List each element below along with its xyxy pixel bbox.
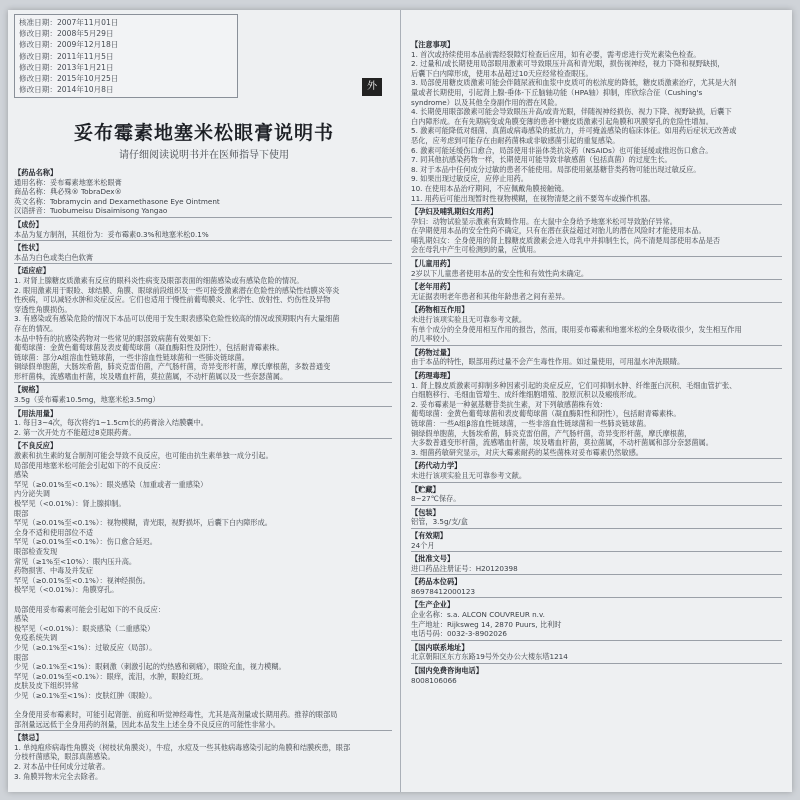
section [14,730,392,781]
section-divider [411,597,782,598]
section-line: 局部使用地塞米松可能会引起如下的不良反应： [14,460,165,470]
section-line: 商品名称：典必殊® TobraDex® [14,187,122,197]
section-line: 3.5g（妥布霉素10.5mg，地塞米松3.5mg） [14,395,160,405]
revision-date: 修改日期：2008年5月29日 [19,29,114,39]
section [14,217,392,239]
revision-date: 修改日期：2011年11月5日 [19,51,114,61]
section-line: 后囊下白内障形成，使用本品超过10天应经常检查眼压。 [411,68,593,78]
section-divider [411,368,782,369]
section-line: 有单个成分的全身使用相互作用的报告，然而，眼用妥布霉素和地塞米松的全身吸收很少，发生相互作用 [411,324,742,334]
section-line: syndrome）以及其他全身副作用的潜在风险。 [411,97,562,107]
section-line: 8. 对于本品中任何成分过敏的患者不能使用。局部使用氨基糖苷类药物可能出现过敏反应。 [411,164,701,174]
section-line [14,700,392,710]
section-line: 形杆菌株，流感嗜血杆菌，埃及嗜血杆菌，莫拉菌属，不动杆菌属以及一些奈瑟菌属。 [14,371,288,381]
section-line: 孕妇：动物试验显示激素有致畸作用。在大鼠中全身给予地塞米松可导致胎仔异常。 [411,216,677,226]
section-line: 穿透性角膜损伤。 [14,304,72,314]
section-line: 由于本品的特性，眼部用药过量不会产生毒性作用。如过量使用，可用温水冲洗眼睛。 [411,357,685,367]
external-use-badge: 外 [362,78,382,96]
section-line: 3. 局部使用糖皮质激素可能会伴随尿液和血浆中皮质可的松浓度的降低，糖皮质激素治疗，尤其是大剂 [411,78,737,88]
section-line: 本品为白色或类白色软膏 [14,252,94,262]
section-divider [14,382,392,383]
section-line: 葡萄球菌：金黄色葡萄球菌和表皮葡萄球菌（凝血酶阳性和阴性），包括耐青霉素株。 [411,409,681,419]
section-line: 生产地址：Rijksweg 14, 2870 Puurs, 比利时 [411,619,562,629]
section-line: 1. 每日3~4次，每次将约1~1.5cm长的药膏涂入结膜囊中。 [14,418,208,428]
section-line: 2岁以下儿童患者使用本品的安全性和有效性尚未确定。 [411,268,589,278]
section-line: 葡萄球菌：金黄色葡萄球菌及表皮葡萄球菌（凝血酶阳性及阴性），包括耐青霉素株。 [14,343,284,353]
section-line: 罕见（≥0.01%至<0.1%）：眼炎感染（加重或者一重感染） [14,479,208,489]
section-line: 全身使用妥布霉素时，可能引起肾脏、前庭和听觉神经毒性，尤其是高剂量或长期用药。推荐的眼部局 [14,710,338,720]
section-divider [14,263,392,264]
section-heading: 【药代动力学】 [411,461,462,471]
section-line: 量或者长期使用，引起肾上腺-垂体-下丘脑轴功能（HPA轴）抑制，库欣综合征（Cushing's [411,87,703,97]
section [411,345,782,367]
section-line: 1. 对肾上腺糖皮质激素有反应的眼科炎性病变及眼部表面的细菌感染或有感染危险的情况。 [14,275,304,285]
section-heading: 【生产企业】 [411,600,455,610]
section-line: 少见（≥0.1%至<1%）：眼刺激（刺激引起的灼热感和刺痛），眼睑充血，视力模糊。 [14,662,286,672]
section [411,204,782,255]
section-line: 罕见（≥0.01%至<0.1%）：视物模糊，青光眼，视野损坏，后囊下白内障形成。 [14,518,272,528]
left-body [14,166,392,781]
section-heading: 【药品本位码】 [411,577,462,587]
section-divider [411,640,782,641]
section-heading: 【药品名称】 [14,168,58,177]
revision-date: 核准日期：2007年11月01日 [19,18,119,27]
section-line: 极罕见（<0.01%）：肾上腺抑制。 [14,499,126,508]
section-heading: 【药物过量】 [411,347,455,357]
section-line: 常见（≥1%至<10%）：眼内压升高。 [14,556,137,566]
section-line: 的几率较小。 [411,334,455,344]
section [14,438,392,729]
section-divider [411,302,782,303]
section-line: 局部使用妥布霉素可能会引起如下的不良反应： [14,604,165,614]
section-divider [14,730,392,731]
section [411,663,782,685]
section-line: 6. 激素可能延缓伤口愈合，局部使用非甾体类抗炎药（NSAIDs）也可能延缓或推迟伤口愈合。 [411,145,713,155]
revision-date: 修改日期：2014年10月8日 [19,85,114,95]
section-line: 2. 过量和/或长期使用局部眼用激素可导致眼压升高和青光眼，损伤视神经，视力下降和视野缺损， [411,59,725,69]
right-body [411,38,782,685]
section-heading: 【老年用药】 [411,282,455,292]
section-line: 罕见（≥0.01%至<0.1%）：伤口愈合延迟。 [14,537,157,547]
section-heading: 【国内免费咨询电话】 [411,666,483,676]
section-line: 分枝杆菌感染，眼部真菌感染。 [14,752,115,762]
section-line: 铜绿假单胞菌，大肠埃希菌，肺炎克雷伯菌，产气肠杆菌，奇异变形杆菌，摩氏摩根菌，多数普通变 [14,362,331,372]
section-line: 1. 单纯疱疹病毒性角膜炎（树枝状角膜炎），牛痘，水痘及一些其他病毒感染引起的角膜和结膜疾患，眼部 [14,742,351,752]
section-line: 未进行该项实验且无可靠参考文献。 [411,470,527,480]
section-line: 3. 细菌药敏研究显示，对庆大霉素耐药的某些菌株对妥布霉素仍然敏感。 [411,447,643,457]
section-divider [411,279,782,280]
section-line: 英文名称：Tobramycin and Dexamethasone Eye Ointment [14,196,220,206]
section-divider [411,345,782,346]
document-title: 妥布霉素地塞米松眼膏说明书 [73,122,334,144]
section-divider [411,482,782,483]
section-divider [411,204,782,205]
section-line: 感染 [14,614,29,624]
section-line: 8008106066 [411,675,457,685]
section-line: 免疫系统失调 [14,633,58,643]
section-line: 眼部 [14,652,29,662]
section-line: 性疾病，可以减轻水肿和炎症反应。它们也适用于慢性前葡萄膜炎、化学性、放射性、灼伤性及异物 [14,295,331,305]
section [411,279,782,301]
section-line: 内分泌失调 [14,489,50,499]
section-heading: 【国内联系地址】 [411,642,469,652]
document-subtitle: 请仔细阅读说明书并在医师指导下使用 [119,150,289,161]
section-line: 电话号码：0032-3-8902026 [411,629,507,639]
section-line: 罕见（≥0.01%至<0.1%）：视神经损伤。 [14,575,150,585]
section [411,640,782,662]
section-divider [411,663,782,664]
section [14,240,392,262]
section-line [14,595,392,605]
section [14,406,392,438]
section-line: 1. 首次或持续使用本品前需经裂隙灯检查后应用，如有必要，需考虑进行荧光素染色检查。 [411,49,701,59]
section-line: 恶化，应考虑到可能存在由耐药菌株或非敏感菌引起的重复感染。 [411,135,620,145]
section-line: 白内障形成。在有先期病变或角膜变薄的患者中糖皮质激素引起角膜和巩膜穿孔的危险性增加。 [411,116,713,126]
section-line: 3. 有感染或有感染危险的情况下本品可以使用于发生眼表感染危险性较高的情况或预期眼内有大量细菌 [14,314,340,324]
section-divider [14,240,392,241]
section-heading: 【贮藏】 [411,484,440,494]
section-line: 2. 眼用激素用于眼睑、球结膜、角膜、眼球前段组织及一些可接受激素潜在危险性的感染性结膜炎等炎 [14,285,340,295]
left-column [8,10,401,792]
section-line: 2. 第一次开处方不能超过8克眼药膏。 [14,427,136,437]
section [411,528,782,550]
section-divider [411,256,782,257]
section-line: 本品为复方制剂，其组份为：妥布霉素0.3%和地塞米松0.1% [14,229,209,239]
section-line: 10. 在使用本品治疗期间，不应佩戴角膜接触镜。 [411,183,569,193]
section-line: 少见（≥0.1%至<1%）：过敏反应（局部）。 [14,642,157,652]
section-line: 5. 激素可能降低对细菌、真菌或病毒感染的抵抗力，并可掩盖感染的临床体征。如用药后症状无改善或 [411,126,737,136]
section [14,263,392,381]
section-line: 本品中特有的抗感染药物对一些常见的眼部致病菌有效果如下： [14,333,216,343]
section-divider [411,458,782,459]
section [411,458,782,480]
section-line: 链球菌：一些A组β溶血性链球菌，一些非溶血性链球菌和一些肺炎链球菌。 [411,418,651,428]
section-divider [411,505,782,506]
section-line: 眼部 [14,508,29,518]
section-heading: 【批准文号】 [411,554,455,564]
section-line: 极罕见（<0.01%）：角膜穿孔。 [14,585,119,595]
section-heading: 【规格】 [14,385,43,395]
section-line: 罕见（≥0.01%至<0.1%）：眼痒，流泪，水肿，眼睑红斑。 [14,671,208,681]
section-heading: 【用法用量】 [14,408,58,418]
section-divider [14,217,392,218]
section-line: 北京朝阳区东方东路19号外交办公大楼东塔1214 [411,652,568,662]
section-line: 8~27℃保存。 [411,494,461,504]
revision-date: 修改日期：2015年10月25日 [19,74,119,84]
section-line: 进口药品注册证号：H20120398 [411,563,518,573]
section-line: 24个月 [411,540,435,550]
section-line: 全身不适和使用部位不适 [14,527,94,537]
leaflet-sheet [8,10,792,792]
section-heading: 【包装】 [411,507,440,517]
section-line: 在孕期使用本品的安全性尚不确定，只有在潜在获益超过对胎儿的潜在风险时才能使用本品。 [411,226,706,236]
section-line: 86978412000123 [411,586,476,596]
section [411,574,782,596]
section-line: 2. 对本品中任何成分过敏者。 [14,762,110,772]
section-line: 存在的情况。 [14,323,58,333]
section-line: 铝管，3.5g/支/盒 [411,517,468,527]
section-line: 11. 用药后可能出现暂时性视物模糊，在视物清楚之前不要驾车或操作机器。 [411,193,655,203]
section-heading: 【药物相互作用】 [411,305,469,315]
section-heading: 【适应症】 [14,266,50,276]
section [411,597,782,638]
section-line: 未进行该项实验且无可靠参考文献。 [411,315,527,325]
revision-date: 修改日期：2013年1月21日 [19,62,114,72]
section-line: 皮肤及皮下组织异常 [14,681,79,691]
section-line: 通用名称：妥布霉素地塞米松眼膏 [14,177,122,187]
section-line: 汉语拼音：Tuobumeisu Disaimisong Yangao [14,206,168,216]
section-line: 眼部检查发现 [14,546,58,556]
section [411,302,782,343]
section-line: 铜绿假单胞菌，大肠埃希菌，肺炎克雷伯菌，产气肠杆菌，奇异变形杆菌，摩氏摩根菌， [411,428,692,438]
section-line: 无证据表明老年患者和其他年龄患者之间有差异。 [411,291,570,301]
section-line: 部剂量远远低于全身用药的剂量，因此本品发生上述全身不良反应的可能性非常小。 [14,719,280,729]
section-heading: 【成份】 [14,219,43,229]
section-heading: 【不良反应】 [14,441,58,451]
section-heading: 【药理毒理】 [411,371,455,380]
section-divider [411,528,782,529]
revision-dates-box [14,14,238,98]
section-line: 4. 长期使用眼部激素可能会导致眼压升高/或青光眼，伴随视神经损伤、视力下降、视野缺损，后囊下 [411,107,732,117]
section [411,40,782,203]
right-column [401,10,792,792]
section [411,368,782,457]
section-line: 白细胞移行、毛细血管增生、成纤维细胞增殖、胶原沉积以及瘢痕形成。 [411,390,642,400]
section-divider [411,551,782,552]
section [411,482,782,504]
section-line: 2. 妥布霉素是一种氨基糖苷类抗生素，对下列敏感菌株有效： [411,399,608,409]
section-line: 感染 [14,470,29,480]
section-line: 大多数普通变形杆菌，流感嗜血杆菌，埃及嗜血杆菌，莫拉菌属，不动杆菌属和部分奈瑟菌属。 [411,438,713,448]
section-heading: 【有效期】 [411,530,447,540]
section-heading: 【注意事项】 [411,40,455,49]
section [411,505,782,527]
revision-date: 修改日期：2009年12月18日 [19,40,119,50]
section-line: 药物损害、中毒及并发症 [14,566,94,576]
section-line: 9. 如果出现过敏反应，应停止用药。 [411,174,528,184]
section-heading: 【性状】 [14,243,43,253]
section [411,551,782,573]
section-line: 7. 同其他抗感染药物一样，长期使用可能导致非敏感菌（包括真菌）的过度生长。 [411,155,672,165]
section-divider [14,438,392,439]
section-line: 极罕见（<0.01%）：眼炎感染（二重感染） [14,623,155,633]
section-line: 1. 肾上腺皮质激素可抑制多种因素引起的炎症反应，它们可抑制水肿、纤维蛋白沉积、毛细血管扩张、 [411,380,737,390]
section-heading: 【孕妇及哺乳期妇女用药】 [411,207,498,217]
section-line: 激素和抗生素的复合制剂可能会导致不良反应，也可能由抗生素单独一成分引起。 [14,451,273,461]
section-line: 企业名称：s.a. ALCON COUVREUR n.v. [411,610,545,620]
section-heading: 【禁忌】 [14,733,43,743]
section [411,256,782,278]
section-line: 哺乳期妇女：全身使用的肾上腺糖皮质激素会进入母乳中并抑制生长，尚不清楚局部使用本品是否 [411,235,721,245]
section-line: 3. 角膜异物未完全去除者。 [14,771,103,781]
section-line: 链球菌：部分A组溶血性链球菌，一些非溶血性链球菌和一些肺炎链球菌。 [14,352,249,362]
section-heading: 【儿童用药】 [411,259,455,269]
section [14,382,392,404]
section-line: 会在母乳中产生可检测到的量，应慎用。 [411,245,541,255]
section-divider [14,406,392,407]
section-divider [411,574,782,575]
section-line: 少见（≥0.1%至<1%）：皮肤红肿（眼睑）。 [14,690,157,700]
section [14,168,392,216]
